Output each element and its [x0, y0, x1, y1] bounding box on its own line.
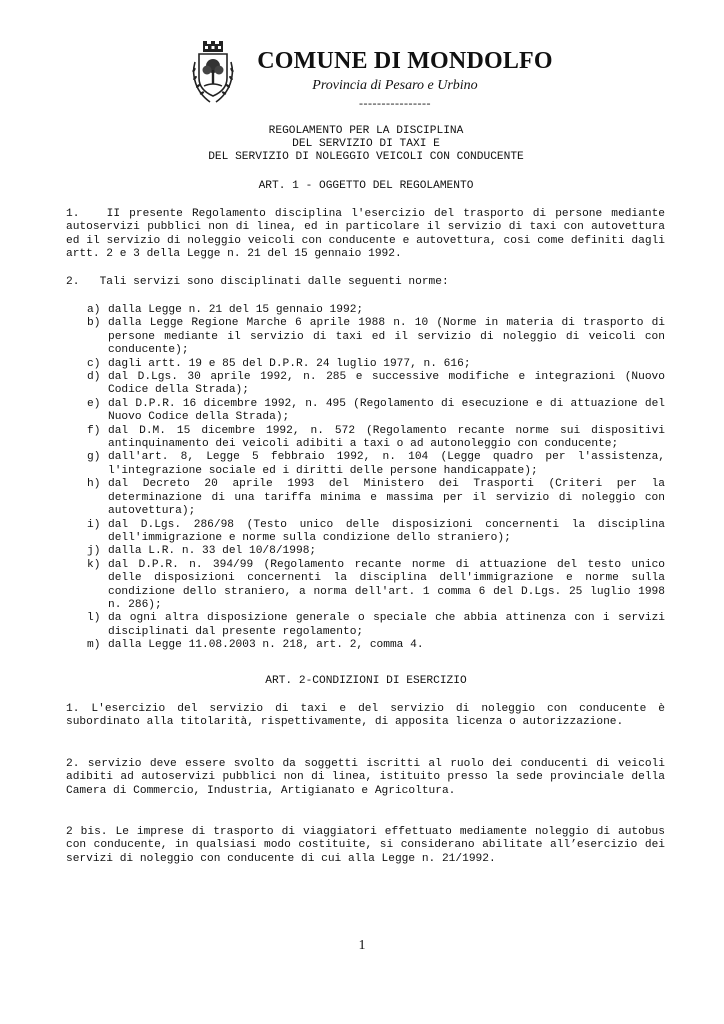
list-item: h) dal Decreto 20 aprile 1993 del Ministero dei Trasporti (Criteri per la determinazione di una tariffa minima e massima per il servizio di noleggio con autovettura);: [87, 478, 665, 518]
art1-heading: ART. 1 - OGGETTO DEL REGOLAMENTO: [258, 180, 474, 192]
header-divider: ----------------: [359, 96, 431, 110]
list-item: j) dalla L.R. n. 33 del 10/8/1998;: [87, 545, 317, 558]
doc-title-line-2: DEL SERVIZIO DI TAXI E: [292, 138, 440, 150]
list-item: b) dalla Legge Regione Marche 6 aprile 1988 n. 10 (Norme in materia di trasporto di persone mediante il servizio di taxi ed il servizio di noleggio di veicoli con conducente);: [87, 317, 665, 357]
list-item: i) dal D.Lgs. 286/98 (Testo unico delle disposizioni concernenti la disciplina dell'immigrazione e norme sulla condizione dello straniero);: [87, 518, 665, 544]
list-item: d) dal D.Lgs. 30 aprile 1992, n. 285 e successive modifiche e integrazioni (Nuovo Codice della Strada);: [87, 371, 665, 397]
art2-paragraph-2: 2. servizio deve essere svolto da soggetti iscritti al ruolo dei conducenti di veicoli adibiti ad autoservizi pubblici non di linea, istituito presso la sede provinciale della Camera di Commercio, Industria, Artigianato e Agricoltura.: [66, 758, 665, 797]
art1-paragraph-1: 1. II presente Regolamento disciplina l'esercizio del trasporto di persone mediante autoservizi pubblici non di linea, ed in particolare il servizio di taxi con autovettura ed il servizio di noleggio veicoli con conducente e autovettura, cosi come definiti dagli artt. 2 e 3 della Legge n. 21 del 15 gennaio 1992.: [66, 208, 672, 261]
list-item: l) da ogni altra disposizione generale o speciale che abbia attinenza con i servizi disciplinati dal presente regolamento;: [87, 612, 665, 638]
doc-title-line-1: REGOLAMENTO PER LA DISCIPLINA: [268, 125, 464, 137]
list-item: e) dal D.P.R. 16 dicembre 1992, n. 495 (Regolamento di esecuzione e di attuazione del Nuovo Codice della Strada);: [87, 397, 665, 424]
norms-list: [87, 304, 665, 653]
art2-paragraph-1: 1. L'esercizio del servizio di taxi e del servizio di noleggio con conducente è subordinato alla titolarità, rispettivamente, di apposita licenza o autorizzazione.: [66, 703, 665, 729]
list-item: k) dal D.P.R. n. 394/99 (Regolamento recante norme di attuazione del testo unico delle disposizioni concernenti la disciplina dell'immigrazione e norme sulla condizione dello straniero, a norma dell'art. 1 comma 6 del D.Lgs. 25 luglio 1998 n. 286);: [87, 558, 665, 611]
province-subtitle: Provincia di Pesaro e Urbino: [312, 78, 478, 93]
municipality-title: COMUNE DI MONDOLFO: [257, 48, 553, 74]
art2-paragraph-3: 2 bis. Le imprese di trasporto di viaggiatori effettuato mediamente noleggio di autobus con conducente, in qualsiasi modo costituite, si considerano abilitate all’esercizio dei servizi di noleggio con conducente di cui alla Legge n. 21/1992.: [66, 826, 665, 865]
art2-heading: ART. 2-CONDIZIONI DI ESERCIZIO: [265, 675, 467, 687]
list-item: a) dalla Legge n. 21 del 15 gennaio 1992;: [87, 304, 364, 316]
list-item: m) dalla Legge 11.08.2003 n. 218, art. 2, comma 4.: [87, 639, 424, 652]
art1-paragraph-2: 2. Tali servizi sono disciplinati dalle seguenti norme:: [66, 276, 449, 288]
doc-title-line-3: DEL SERVIZIO DI NOLEGGIO VEICOLI CON CONDUCENTE: [208, 151, 524, 163]
list-item: f) dal D.M. 15 dicembre 1992, n. 572 (Regolamento recante norme sui dispositivi antinquinamento dei veicoli adibiti a taxi o ad autonoleggio con conducente;: [87, 424, 665, 451]
municipal-crest-icon: [190, 40, 236, 106]
page-number: 1: [358, 938, 366, 953]
list-item: c) dagli artt. 19 e 85 del D.P.R. 24 luglio 1977, n. 616;: [87, 357, 471, 370]
list-item: g) dall'art. 8, Legge 5 febbraio 1992, n. 104 (Legge quadro per l'assistenza, l'integrazione sociale ed i diritti delle persone handicappate);: [87, 451, 665, 477]
